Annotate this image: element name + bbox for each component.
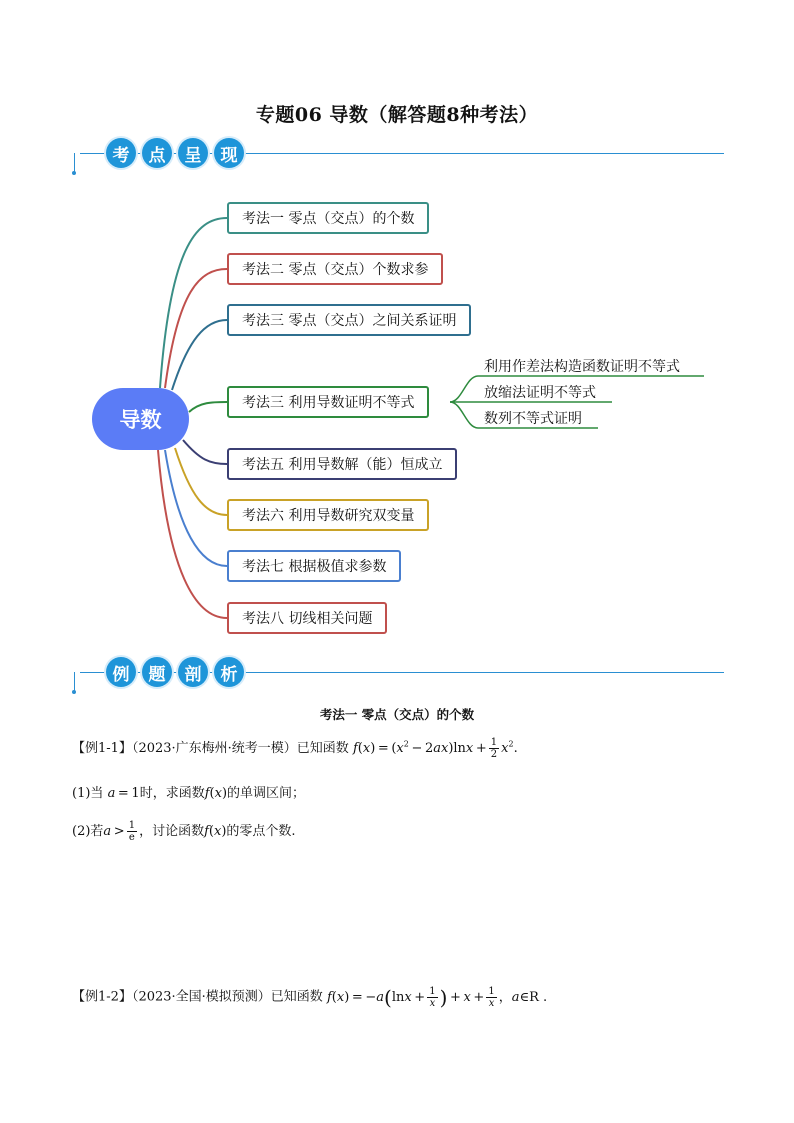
example-tag: 【例1-2】 [72,989,132,1005]
sub-item-2: 放缩法证明不等式 [484,385,596,401]
q2-suffix: 的零点个数. [226,824,296,839]
method-node-6[interactable]: 考法六 利用导数研究双变量 [227,499,429,531]
method-node-5[interactable]: 考法五 利用导数解（能）恒成立 [227,448,457,480]
method-heading: 考法一 零点（交点）的个数 [319,707,475,722]
example-source: （2023·全国·模拟预测） [131,989,271,1005]
example-tag: 【例1-1】 [72,741,132,756]
sub-item-1: 利用作差法构造函数证明不等式 [484,359,680,375]
example-1-2 [72,985,547,1009]
banner-char: 点 [142,138,172,168]
method-node-1[interactable]: 考法一 零点（交点）的个数 [227,202,429,234]
example-source: （2023·广东梅州·统考一模） [131,741,297,756]
page-title: 专题06 导数（解答题8种考法） [255,104,539,126]
q1-suffix: 的单调区间； [227,786,306,801]
method-node-2[interactable]: 考法二 零点（交点）个数求参 [227,253,443,285]
mind-map-center: 导数 [92,388,189,450]
example-1-1-q2: (2)若a > $\frac{1}{e}$ ，讨论函数f(x)的零点个数. [72,820,296,843]
banner-char: 考 [106,138,136,168]
banner-char: 例 [106,657,136,687]
formula: f(x) = −a(lnx + $\frac{1}{x}$ ) + x + $\frac{1}{x}$ ，a∈R . [326,985,548,1009]
banner-char: 题 [142,657,172,687]
method-node-8[interactable]: 考法八 切线相关问题 [227,602,387,634]
section-banner-kaodian [72,138,724,174]
mind-map [0,190,794,650]
q1-prefix: (1)当 [72,786,104,801]
example-text: 已知函数 [296,741,349,756]
q2-mid: ，讨论函数 [139,824,205,839]
banner-char: 现 [214,138,244,168]
method-node-4[interactable]: 考法三 利用导数证明不等式 [227,386,429,418]
banner-char: 剖 [178,657,208,687]
sub-item-3: 数列不等式证明 [484,411,582,427]
q1-mid: 时，求函数 [139,786,205,801]
banner-char: 呈 [178,138,208,168]
method-node-7[interactable]: 考法七 根据极值求参数 [227,550,401,582]
q2-prefix: (2)若 [72,824,104,839]
example-text: 已知函数 [270,989,323,1005]
example-1-1-q1: (1)当 a = 1时，求函数f(x)的单调区间； [72,786,306,801]
example-1-1 [72,737,518,760]
method-node-3[interactable]: 考法三 零点（交点）之间关系证明 [227,304,471,336]
formula: $f(x) = (x^2 - 2ax)\ln x$ + $\frac{1}{2}$ $x^2$. [352,737,518,760]
banner-char: 析 [214,657,244,687]
section-banner-liti [72,657,724,693]
